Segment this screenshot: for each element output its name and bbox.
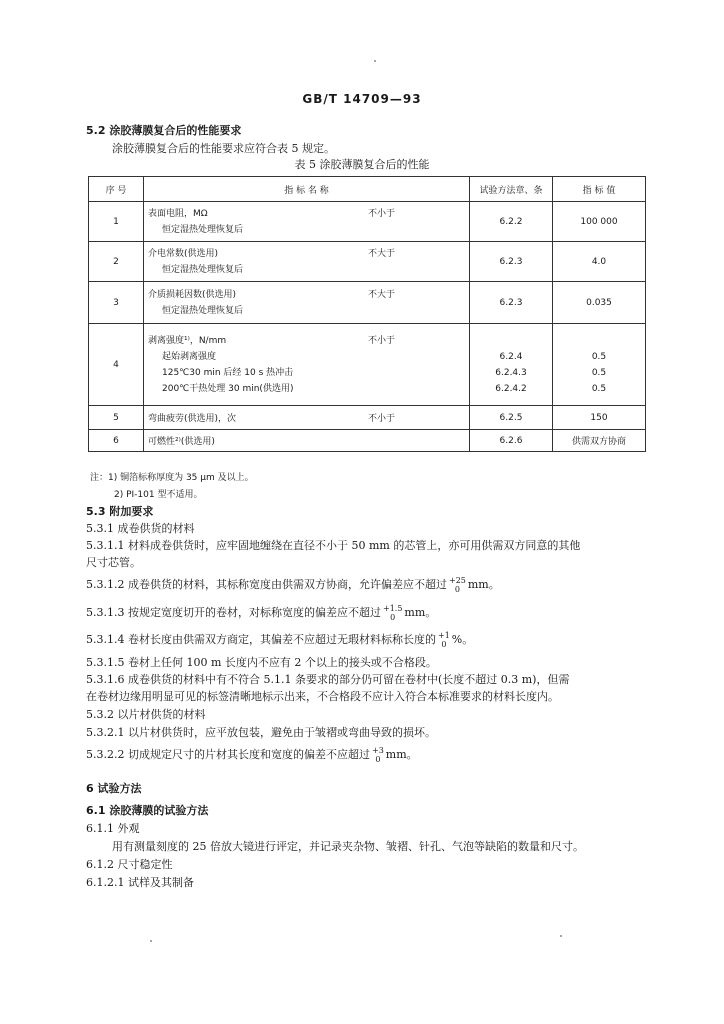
row-method: 6.2.4 6.2.4.3 6.2.4.2 — [470, 324, 553, 406]
row-method: 6.2.6 — [470, 430, 553, 452]
header-no: 序 号 — [89, 177, 144, 202]
row-method: 6.2.3 — [470, 282, 553, 324]
row-number: 4 — [89, 324, 144, 406]
clause-5-3-2-1: 5.3.2.1 以片材供货时，应平放包装，避免由于皱褶或弯曲导致的损坏。 — [86, 726, 436, 739]
clause-5-3-2: 5.3.2 以片材供货的材料 — [86, 708, 206, 721]
scan-speck — [150, 940, 152, 942]
row-value: 0.5 0.5 0.5 — [553, 324, 646, 406]
clause-5-3-1-1-cont: 尺寸芯管。 — [86, 556, 141, 569]
row-name: 剥离强度¹⁾，N/mm 不小于 起始剥离强度 125℃30 min 后经 10 s 热冲击 200℃干热处理 30 min(供选用) — [144, 324, 470, 406]
table-row — [89, 242, 646, 282]
row-value: 100 000 — [553, 202, 646, 242]
header-method: 试验方法章、条 — [470, 177, 553, 202]
table-header-row — [89, 177, 646, 202]
tolerance-fraction: +25 0 — [448, 576, 466, 594]
row-value: 0.035 — [553, 282, 646, 324]
performance-table — [88, 176, 646, 452]
section-5-2-heading: 5.2 涂胶薄膜复合后的性能要求 — [86, 124, 242, 137]
table-note-2: 2) PI-101 型不适用。 — [114, 490, 203, 500]
row-value: 4.0 — [553, 242, 646, 282]
row-method: 6.2.3 — [470, 242, 553, 282]
row-name: 可燃性²⁾(供选用) — [144, 430, 470, 452]
clause-6-1-2-1: 6.1.2.1 试样及其制备 — [86, 876, 194, 889]
clause-5-3-1-1: 5.3.1.1 材料成卷供货时，应牢固地缠绕在直径不小于 50 mm 的芯管上，亦可用供需双方同意的其他 — [86, 539, 581, 552]
clause-5-3-1-6: 5.3.1.6 成卷供货的材料中有不符合 5.1.1 条要求的部分仍可留在卷材中(长度不超过 0.3 m)，但需 — [86, 673, 570, 686]
tolerance-fraction: +1 0 — [437, 631, 450, 649]
table-row — [89, 406, 646, 430]
tolerance-fraction: +1.5 0 — [382, 604, 403, 622]
clause-5-3-1-2: 5.3.1.2 成卷供货的材料，其标称宽度由供需双方协商，允许偏差应不超过 +25 0 mm。 — [86, 576, 500, 594]
clause-5-3-1-6-cont: 在卷材边缘用明显可见的标签清晰地标示出来，不合格段不应计入符合本标准要求的材料长度内。 — [86, 690, 559, 703]
table-row — [89, 324, 646, 406]
row-number: 3 — [89, 282, 144, 324]
header-value: 指 标 值 — [553, 177, 646, 202]
table-caption: 表 5 涂胶薄膜复合后的性能 — [294, 158, 430, 171]
table-row — [89, 282, 646, 324]
clause-5-3-2-2: 5.3.2.2 切成规定尺寸的片材其长度和宽度的偏差不应超过 +3 0 mm。 — [86, 746, 418, 764]
section-6-heading: 6 试验方法 — [86, 782, 142, 795]
scan-speck — [374, 60, 376, 62]
row-name: 弯曲疲劳(供选用)，次 不小于 — [144, 406, 470, 430]
page-header: GB/T 14709—93 — [302, 92, 422, 106]
clause-5-3-1-3: 5.3.1.3 按规定宽度切开的卷材，对标称宽度的偏差应不超过 +1.5 0 mm。 — [86, 604, 437, 622]
table-row — [89, 430, 646, 452]
row-method: 6.2.5 — [470, 406, 553, 430]
row-number: 5 — [89, 406, 144, 430]
row-value: 150 — [553, 406, 646, 430]
scan-speck — [560, 935, 562, 937]
row-name: 表面电阻，MΩ 不小于 恒定湿热处理恢复后 — [144, 202, 470, 242]
clause-5-3-1: 5.3.1 成卷供货的材料 — [86, 522, 195, 535]
section-5-2-intro: 涂胶薄膜复合后的性能要求应符合表 5 规定。 — [112, 142, 335, 155]
header-name: 指 标 名 称 — [144, 177, 470, 202]
row-name: 介电常数(供选用) 不大于 恒定湿热处理恢复后 — [144, 242, 470, 282]
section-5-3-heading: 5.3 附加要求 — [86, 505, 154, 518]
row-number: 6 — [89, 430, 144, 452]
row-number: 2 — [89, 242, 144, 282]
row-name: 介质损耗因数(供选用) 不大于 恒定湿热处理恢复后 — [144, 282, 470, 324]
table-note-1: 注：1) 铜箔标称厚度为 35 μm 及以上。 — [90, 473, 254, 483]
clause-5-3-1-5: 5.3.1.5 卷材上任何 100 m 长度内不应有 2 个以上的接头或不合格段。 — [86, 656, 437, 669]
section-6-1-heading: 6.1 涂胶薄膜的试验方法 — [86, 804, 209, 817]
clause-6-1-1-text: 用有测量刻度的 25 倍放大镜进行评定，并记录夹杂物、皱褶、针孔、气泡等缺陷的数量和尺寸。 — [112, 840, 584, 853]
row-method: 6.2.2 — [470, 202, 553, 242]
clause-6-1-2: 6.1.2 尺寸稳定性 — [86, 858, 173, 871]
row-number: 1 — [89, 202, 144, 242]
table-row — [89, 202, 646, 242]
clause-5-3-1-4: 5.3.1.4 卷材长度由供需双方商定，其偏差不应超过无瑕材料标称长度的 +1 0 %。 — [86, 631, 474, 649]
row-value: 供需双方协商 — [553, 430, 646, 452]
clause-6-1-1: 6.1.1 外观 — [86, 822, 140, 835]
tolerance-fraction: +3 0 — [371, 746, 384, 764]
